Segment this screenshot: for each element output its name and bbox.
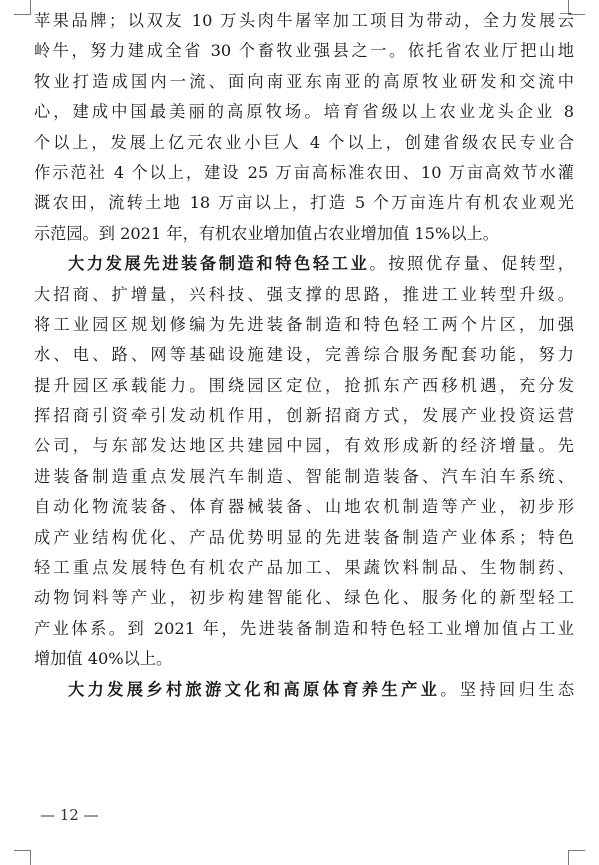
line-text: 。按照优存量、促转型， — [369, 254, 574, 274]
text-line — [34, 492, 574, 522]
line-text: 将工业园区规划修编为先进装备制造和特色轻工两个片区，加强 — [34, 314, 574, 334]
text-line — [34, 340, 574, 370]
line-text: 水、电、路、网等基础设施建设，完善综合服务配套功能，努力 — [34, 345, 574, 365]
crop-mark-bottom-left — [14, 850, 31, 865]
text-line — [34, 249, 574, 279]
line-text: 溉农田，流转土地 18 万亩以上，打造 5 个万亩连片有机农业观光 — [34, 193, 574, 213]
text-line — [34, 614, 574, 644]
text-line — [34, 310, 574, 340]
text-line — [34, 67, 574, 97]
line-text: 动物饲料等产业，初步构建智能化、绿色化、服务化的新型轻工 — [34, 588, 574, 608]
text-line — [34, 644, 574, 674]
line-text: 个以上，发展上亿元农业小巨人 4 个以上，创建省级农民专业合 — [34, 132, 574, 152]
paragraph-heading: 大力发展先进装备制造和特色轻工业 — [68, 254, 370, 274]
line-text: 产业体系。到 2021 年，先进装备制造和特色轻工业增加值占工业 — [34, 618, 574, 638]
line-text: 大招商、扩增量，兴科技、强支撑的思路，推进工业转型升级。 — [34, 284, 574, 304]
text-line — [34, 158, 574, 188]
line-text: 牧业打造成国内一流、面向南亚东南亚的高原牧业研发和交流中 — [34, 71, 574, 91]
line-text: 提升园区承载能力。围绕园区定位，抢抓东产西移机遇，充分发 — [34, 375, 574, 395]
paragraph-heading: 大力发展乡村旅游文化和高原体育养生产业 — [68, 679, 441, 699]
line-text: 苹果品牌；以双友 10 万头肉牛屠宰加工项目为带动，全力发展云 — [34, 11, 574, 30]
line-text: 轻工重点发展特色有机农产品加工、果蔬饮料制品、生物制药、 — [34, 558, 574, 578]
text-line — [34, 431, 574, 461]
text-line — [34, 553, 574, 583]
text-line — [34, 401, 574, 431]
text-line — [34, 523, 574, 553]
text-line — [34, 188, 574, 218]
text-line — [34, 128, 574, 158]
text-line — [34, 675, 574, 705]
text-line — [34, 36, 574, 66]
line-text: 成产业结构优化、产品优势明显的先进装备制造产业体系；特色 — [34, 527, 574, 547]
text-line — [34, 583, 574, 613]
crop-mark-bottom-right — [568, 850, 585, 865]
line-text: 进装备制造重点发展汽车制造、智能制造装备、汽车泊车系统、 — [34, 466, 574, 486]
line-text: 自动化物流装备、体育器械装备、山地农机制造等产业，初步形 — [34, 497, 574, 517]
document-body — [34, 6, 574, 705]
line-text: 示范园。到 2021 年，有机农业增加值占农业增加值 15%以上。 — [34, 223, 499, 243]
text-line — [34, 280, 574, 310]
line-text: 岭牛，努力建成全省 30 个畜牧业强县之一。依托省农业厅把山地 — [34, 41, 574, 61]
crop-mark-top-left — [14, 0, 31, 15]
text-line — [34, 97, 574, 127]
text-line — [34, 462, 574, 492]
line-text: 心，建成中国最美丽的高原牧场。培育省级以上农业龙头企业 8 — [34, 102, 574, 122]
line-text: 挥招商引资牵引发动机作用，创新招商方式，发展产业投资运营 — [34, 406, 574, 426]
text-line — [34, 219, 574, 249]
text-line — [34, 6, 574, 36]
line-text: 公司，与东部发达地区共建园中园，有效形成新的经济增量。先 — [34, 436, 574, 456]
line-text: 作示范社 4 个以上，建设 25 万亩高标准农田、10 万亩高效节水灌 — [34, 162, 574, 182]
line-text: 增加值 40%以上。 — [34, 649, 173, 669]
line-text: 。坚持回归生态 — [440, 679, 574, 699]
text-line — [34, 371, 574, 401]
page-number: — 12 — — [40, 806, 99, 824]
